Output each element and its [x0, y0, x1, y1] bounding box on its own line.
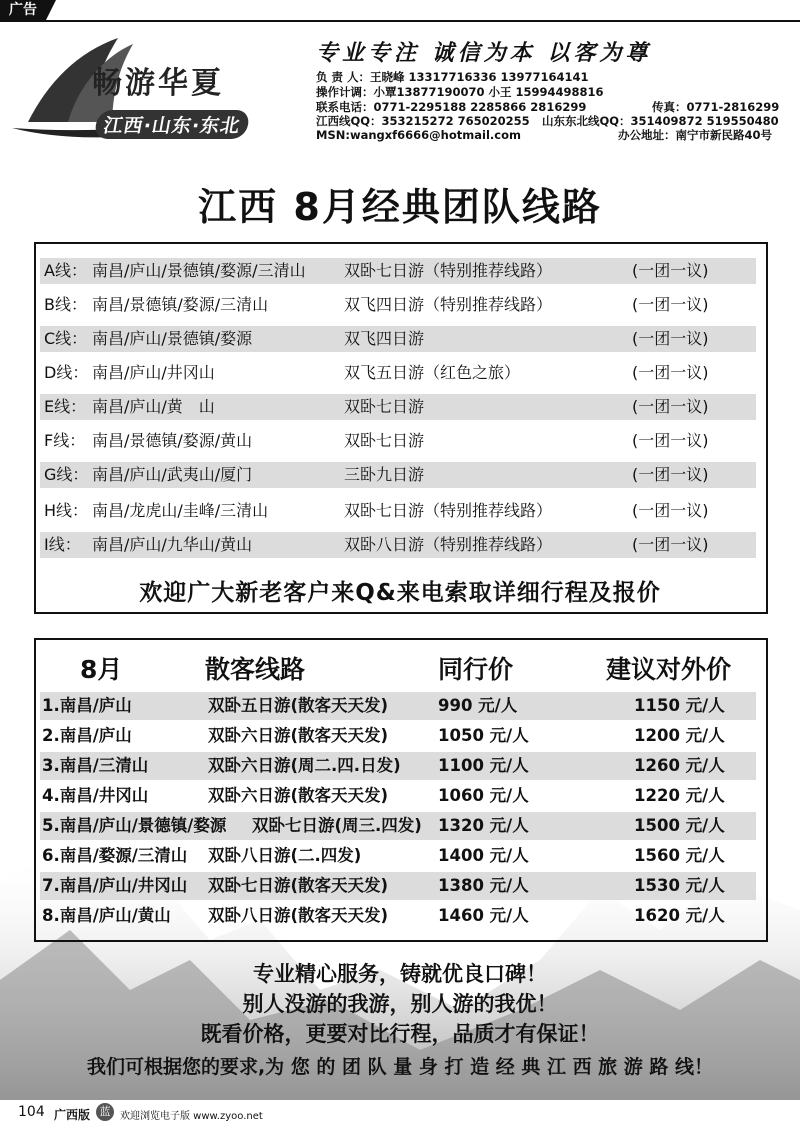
closing-line-3: 既看价格，更要对比行程，品质才有保证！: [200, 1022, 600, 1046]
price-trade: 1320 元/人: [438, 816, 529, 835]
header-month: 8月: [80, 655, 123, 684]
price-trip: 双卧八日游(二.四发): [208, 846, 362, 865]
route-price: (一团一议): [632, 329, 709, 348]
route-row: [40, 498, 756, 524]
price-retail: 1200 元/人: [634, 726, 725, 745]
route-price: (一团一议): [632, 465, 709, 484]
route-trip: 三卧九日游: [344, 465, 425, 484]
price-retail: 1150 元/人: [634, 696, 725, 715]
closing-line-2: 别人没游的我游，别人游的我优！: [242, 992, 558, 1016]
price-route: 5.南昌/庐山/景德镇/婺源: [42, 816, 227, 835]
price-retail: 1560 元/人: [634, 846, 725, 865]
route-code: A线：: [44, 261, 87, 280]
route-code: H线：: [44, 501, 89, 520]
route-row: [40, 292, 756, 318]
brand-name: 畅游华夏: [92, 66, 224, 101]
footer: [0, 1100, 800, 1126]
header-trade-price: 同行价: [438, 655, 514, 684]
contact-operators: 操作计调：小覃13877190070 小王 15994498816: [316, 85, 604, 99]
route-price: (一团一议): [632, 295, 709, 314]
price-trip: 双卧六日游(散客天天发): [208, 786, 389, 805]
price-retail: 1500 元/人: [634, 816, 725, 835]
edition-label: 广西版: [54, 1108, 91, 1122]
contact-manager: 负 责 人：王晓峰 13317716336 13977164141: [316, 70, 589, 84]
contact-qq-shandong: 山东东北线QQ：351409872 519550480: [542, 114, 779, 128]
route-trip: 双卧八日游（特别推荐线路）: [344, 535, 553, 554]
route-code: C线：: [44, 329, 88, 348]
edition-badge-icon: 蓝: [96, 1103, 114, 1121]
brand-regions: 江西·山东·东北: [93, 110, 251, 139]
price-route: 2.南昌/庐山: [42, 726, 132, 745]
route-price: (一团一议): [632, 431, 709, 450]
price-route: 7.南昌/庐山/井冈山: [42, 876, 188, 895]
contact-qq-jiangxi: 江西线QQ：353215272 765020255: [316, 114, 530, 128]
route-price: (一团一议): [632, 261, 709, 280]
price-row: [40, 872, 756, 900]
price-trip: 双卧八日游(散客天天发): [208, 906, 389, 925]
price-retail: 1620 元/人: [634, 906, 725, 925]
route-code: I线：: [44, 535, 81, 554]
route-price: (一团一议): [632, 535, 709, 554]
page-number: 104: [18, 1104, 45, 1120]
route-trip: 双卧七日游（特别推荐线路）: [344, 261, 553, 280]
price-trip: 双卧六日游(散客天天发): [208, 726, 389, 745]
price-trip: 双卧六日游(周二.四.日发): [208, 756, 401, 775]
price-row: [40, 782, 756, 810]
price-trip: 双卧七日游(散客天天发): [208, 876, 389, 895]
route-code: F线：: [44, 431, 86, 450]
top-rule: [0, 20, 800, 22]
route-stops: 南昌/龙虎山/圭峰/三清山: [92, 501, 269, 520]
price-row: [40, 722, 756, 750]
price-trade: 1400 元/人: [438, 846, 529, 865]
route-stops: 南昌/庐山/景德镇/婺源/三清山: [92, 261, 306, 280]
route-row: [40, 532, 756, 558]
header-route: 散客线路: [205, 655, 306, 684]
price-trip: 双卧七日游(周三.四发): [252, 816, 422, 835]
price-trade: 1100 元/人: [438, 756, 529, 775]
route-stops: 南昌/景德镇/婺源/黄山: [92, 431, 253, 450]
ad-tag: 广告: [0, 0, 46, 20]
route-row: [40, 258, 756, 284]
closing-line-1: 专业精心服务，铸就优良口碑！: [253, 962, 547, 986]
price-route: 8.南昌/庐山/黄山: [42, 906, 171, 925]
header-retail-price: 建议对外价: [606, 655, 732, 684]
route-row: [40, 360, 756, 386]
route-row: [40, 326, 756, 352]
price-route: 4.南昌/井冈山: [42, 786, 149, 805]
price-route: 1.南昌/庐山: [42, 696, 132, 715]
contact-address: 办公地址：南宁市新民路40号: [618, 128, 773, 142]
route-code: D线：: [44, 363, 89, 382]
route-price: (一团一议): [632, 501, 709, 520]
route-row: [40, 428, 756, 454]
route-stops: 南昌/庐山/九华山/黄山: [92, 535, 253, 554]
route-code: E线：: [44, 397, 87, 416]
route-stops: 南昌/庐山/井冈山: [92, 363, 215, 382]
price-retail: 1260 元/人: [634, 756, 725, 775]
page-title: 江西 8月经典团队线路: [198, 185, 602, 229]
route-stops: 南昌/庐山/武夷山/厦门: [92, 465, 253, 484]
route-trip: 双飞五日游（红色之旅）: [344, 363, 521, 382]
price-trade: 1460 元/人: [438, 906, 529, 925]
welcome-message: 欢迎广大新老客户来Q&来电索取详细行程及报价: [139, 580, 661, 606]
route-trip: 双飞四日游: [344, 329, 425, 348]
route-stops: 南昌/庐山/景德镇/婺源: [92, 329, 253, 348]
price-route: 3.南昌/三清山: [42, 756, 149, 775]
route-trip: 双卧七日游（特别推荐线路）: [344, 501, 553, 520]
contact-msn: MSN:wangxf6666@hotmail.com: [316, 128, 521, 142]
route-trip: 双卧七日游: [344, 397, 425, 416]
route-price: (一团一议): [632, 397, 709, 416]
price-trade: 1050 元/人: [438, 726, 529, 745]
contact-phone: 联系电话：0771-2295188 2285866 2816299: [316, 100, 587, 114]
price-row: [40, 752, 756, 780]
contact-fax: 传真：0771-2816299: [652, 100, 780, 114]
route-row: [40, 394, 756, 420]
route-row: [40, 462, 756, 488]
price-row: [40, 902, 756, 930]
price-row: [40, 842, 756, 870]
route-trip: 双卧七日游: [344, 431, 425, 450]
footer-note: 欢迎浏览电子版 www.zyoo.net: [120, 1111, 263, 1122]
route-code: B线：: [44, 295, 87, 314]
route-trip: 双飞四日游（特别推荐线路）: [344, 295, 553, 314]
route-code: G线：: [44, 465, 89, 484]
route-stops: 南昌/庐山/黄 山: [92, 397, 215, 416]
price-route: 6.南昌/婺源/三清山: [42, 846, 188, 865]
closing-line-4: 我们可根据您的要求,为 您 的 团 队 量 身 打 造 经 典 江 西 旅 游 路 线！: [86, 1056, 714, 1078]
price-row: [40, 692, 756, 720]
price-retail: 1530 元/人: [634, 876, 725, 895]
price-row: [40, 812, 756, 840]
price-trade: 1380 元/人: [438, 876, 529, 895]
slogan: 专业专注 诚信为本 以客为尊: [316, 40, 652, 66]
route-price: (一团一议): [632, 363, 709, 382]
price-retail: 1220 元/人: [634, 786, 725, 805]
price-trip: 双卧五日游(散客天天发): [208, 696, 389, 715]
price-trade: 1060 元/人: [438, 786, 529, 805]
price-trade: 990 元/人: [438, 696, 518, 715]
route-stops: 南昌/景德镇/婺源/三清山: [92, 295, 269, 314]
